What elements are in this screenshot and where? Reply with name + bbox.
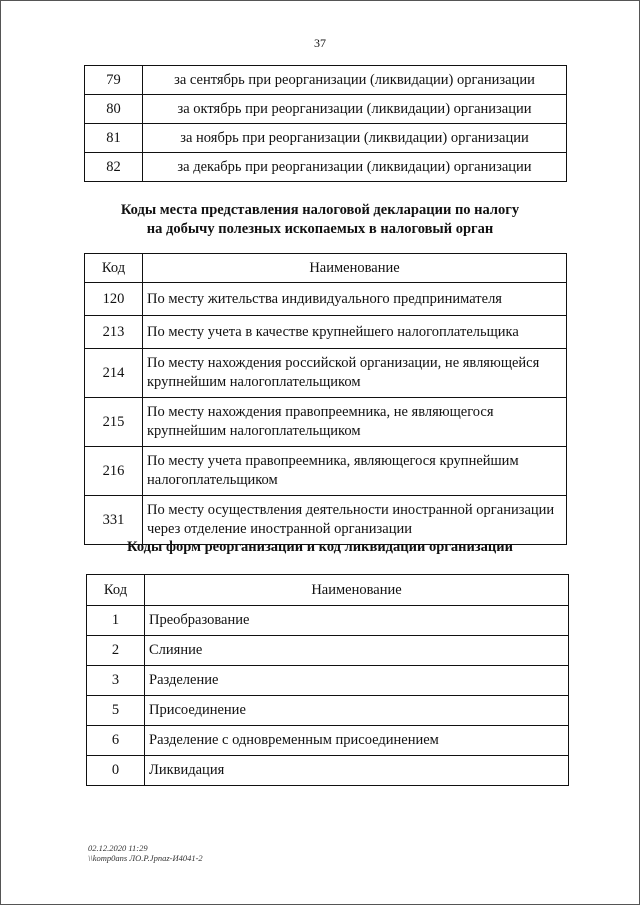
table-header-row bbox=[87, 575, 569, 606]
name-cell: Разделение с одновременным присоединением bbox=[145, 726, 569, 756]
code-cell: 216 bbox=[85, 447, 143, 496]
name-cell: По месту учета правопреемника, являющегося крупнейшим налогоплательщиком bbox=[143, 447, 567, 496]
column-header-name: Наименование bbox=[143, 254, 567, 283]
name-cell: Присоединение bbox=[145, 696, 569, 726]
name-cell: По месту нахождения российской организации, не являющейся крупнейшим налогоплательщиком bbox=[143, 349, 567, 398]
reorganization-forms-table bbox=[86, 574, 569, 786]
code-cell: 81 bbox=[85, 124, 143, 153]
table-row bbox=[87, 696, 569, 726]
table-row bbox=[87, 726, 569, 756]
column-header-name: Наименование bbox=[145, 575, 569, 606]
column-header-code: Код bbox=[85, 254, 143, 283]
code-cell: 213 bbox=[85, 316, 143, 349]
reorganization-period-table bbox=[84, 65, 567, 182]
code-cell: 2 bbox=[87, 636, 145, 666]
code-cell: 80 bbox=[85, 95, 143, 124]
name-cell: Преобразование bbox=[145, 606, 569, 636]
heading-line: на добычу полезных ископаемых в налоговый орган bbox=[146, 221, 494, 237]
section-heading-reorganization-forms: Коды форм реорганизации и код ликвидации организации bbox=[127, 539, 513, 555]
table-row bbox=[85, 124, 567, 153]
code-cell: 120 bbox=[85, 283, 143, 316]
section-heading-place-codes bbox=[0, 201, 640, 239]
code-cell: 6 bbox=[87, 726, 145, 756]
code-cell: 1 bbox=[87, 606, 145, 636]
name-cell: Разделение bbox=[145, 666, 569, 696]
table-row bbox=[85, 398, 567, 447]
code-cell: 214 bbox=[85, 349, 143, 398]
footer-file-path: \\komp0ans ЛО.Р.Jpnaz-И4041-2 bbox=[88, 853, 203, 863]
code-cell: 215 bbox=[85, 398, 143, 447]
name-cell: По месту учета в качестве крупнейшего налогоплательщика bbox=[143, 316, 567, 349]
code-cell: 3 bbox=[87, 666, 145, 696]
name-cell: По месту жительства индивидуального предпринимателя bbox=[143, 283, 567, 316]
name-cell: По месту нахождения правопреемника, не являющегося крупнейшим налогоплательщиком bbox=[143, 398, 567, 447]
code-cell: 0 bbox=[87, 756, 145, 786]
heading-line: Коды места представления налоговой декларации по налогу bbox=[120, 202, 520, 218]
table-header-row bbox=[85, 254, 567, 283]
code-cell: 331 bbox=[85, 496, 143, 545]
place-codes-table bbox=[84, 253, 567, 545]
table-row bbox=[85, 349, 567, 398]
column-header-code: Код bbox=[87, 575, 145, 606]
footer-timestamp: 02.12.2020 11:29 bbox=[88, 843, 148, 853]
table-row bbox=[85, 153, 567, 182]
page-number: 37 bbox=[314, 36, 326, 50]
name-cell: Слияние bbox=[145, 636, 569, 666]
table-row bbox=[85, 316, 567, 349]
code-cell: 5 bbox=[87, 696, 145, 726]
table-row bbox=[85, 95, 567, 124]
table-row bbox=[85, 447, 567, 496]
table-row bbox=[87, 636, 569, 666]
name-cell: за октябрь при реорганизации (ликвидации) организации bbox=[143, 95, 567, 124]
table-row bbox=[87, 666, 569, 696]
name-cell: за сентябрь при реорганизации (ликвидации) организации bbox=[143, 66, 567, 95]
name-cell: за ноябрь при реорганизации (ликвидации) организации bbox=[143, 124, 567, 153]
code-cell: 79 bbox=[85, 66, 143, 95]
name-cell: По месту осуществления деятельности иностранной организации через отделение иностранной организации bbox=[143, 496, 567, 545]
code-cell: 82 bbox=[85, 153, 143, 182]
table-row bbox=[87, 606, 569, 636]
table-row bbox=[85, 66, 567, 95]
name-cell: Ликвидация bbox=[145, 756, 569, 786]
name-cell: за декабрь при реорганизации (ликвидации) организации bbox=[143, 153, 567, 182]
table-row bbox=[87, 756, 569, 786]
table-row bbox=[85, 283, 567, 316]
